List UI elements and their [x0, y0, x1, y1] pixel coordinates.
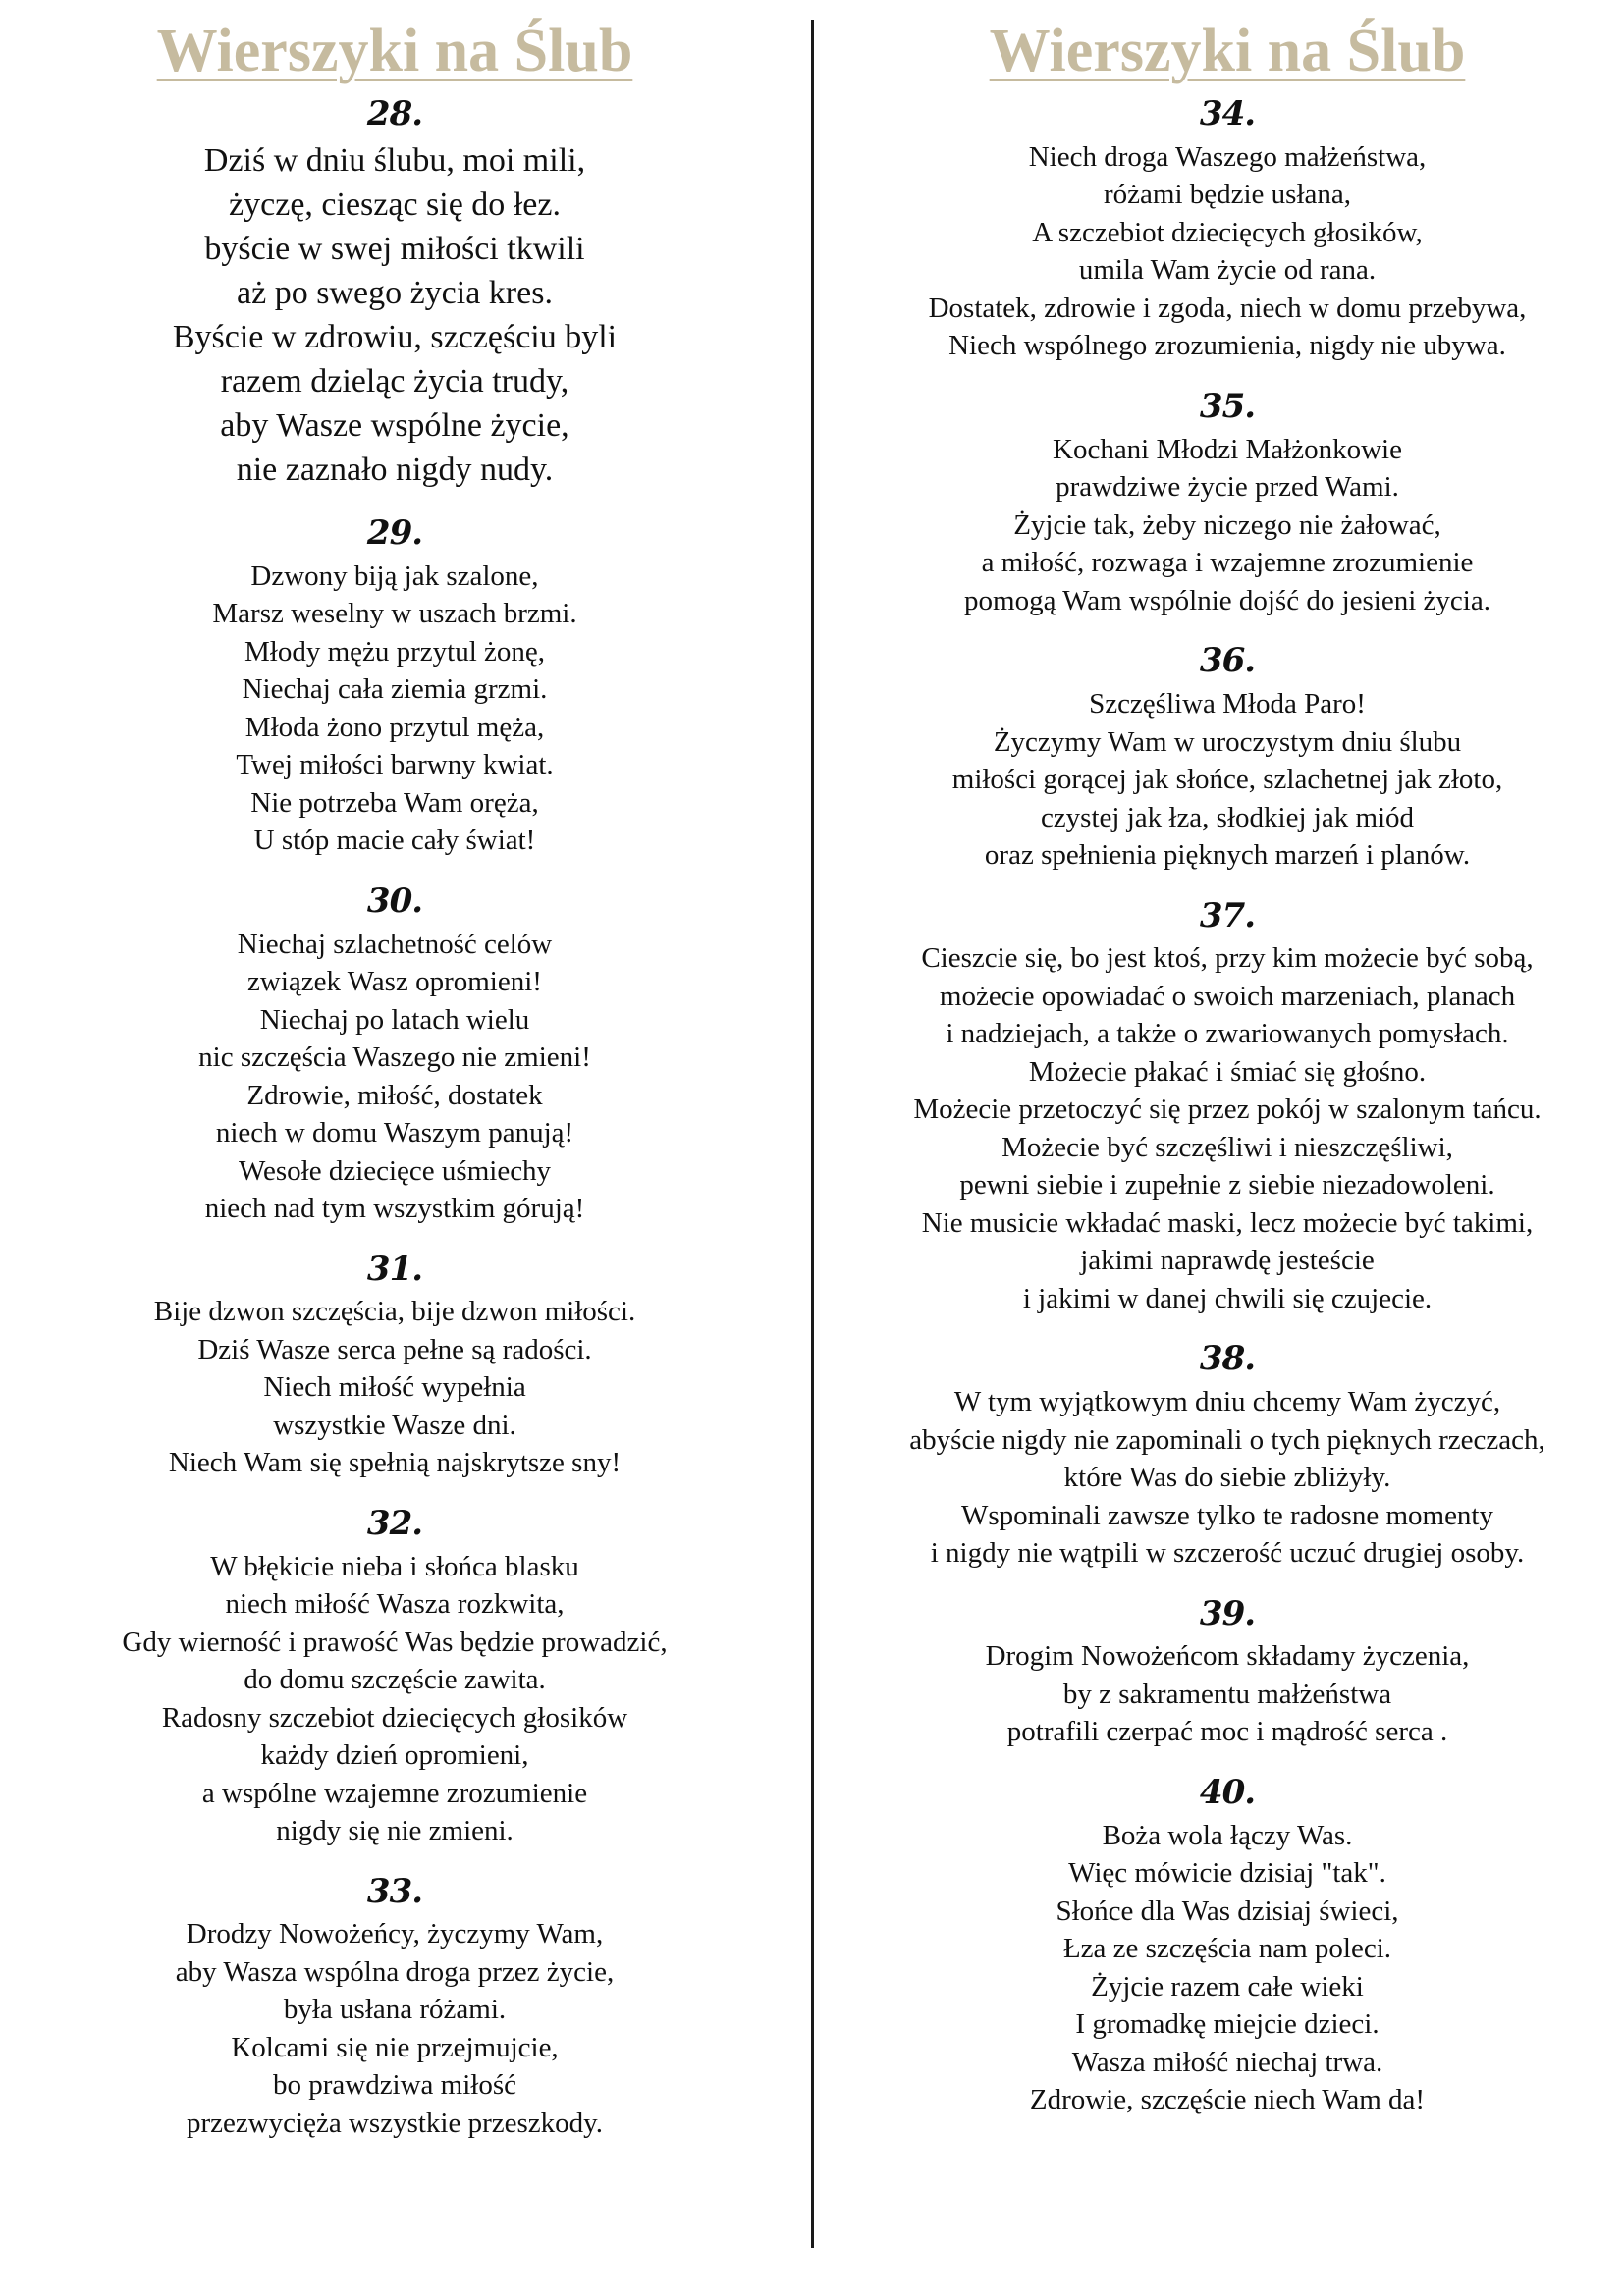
poem-number: 30.	[366, 881, 423, 921]
poem-line: Marsz weselny w uszach brzmi.	[212, 598, 577, 630]
poem-line: A szczebiot dziecięcych głosików,	[1032, 216, 1423, 248]
poem-line: abyście nigdy nie zapominali o tych pięknych rzeczach,	[909, 1423, 1545, 1456]
poem-number: 40.	[1199, 1772, 1256, 1812]
column-divider	[811, 20, 814, 2248]
poem-line: różami będzie usłana,	[1103, 179, 1352, 211]
poem-line: Szczęśliwa Młoda Paro!	[1089, 688, 1366, 721]
poem-left-1	[61, 513, 729, 860]
poem-line: Możecie przetoczyć się przez pokój w szalonym tańcu.	[913, 1094, 1542, 1126]
poem-line: Drodzy Nowożeńcy, życzymy Wam,	[186, 1918, 604, 1950]
poem-number: 37.	[1199, 895, 1256, 935]
poem-line: I gromadkę miejcie dzieci.	[1075, 2008, 1380, 2041]
poem-line: wszystkie Wasze dni.	[273, 1409, 516, 1441]
poem-line: Wasza miłość niechaj trwa.	[1071, 2046, 1383, 2078]
poem-line: niech w domu Waszym panują!	[215, 1117, 574, 1149]
left-title: Wierszyki na Ślub	[156, 18, 633, 84]
left-column	[61, 18, 729, 2163]
poem-line: Wspominali zawsze tylko te radosne momenty	[961, 1499, 1493, 1531]
poem-line: pewni siebie i zupełnie z siebie niezadowoleni.	[959, 1169, 1495, 1201]
poem-right-6	[864, 1773, 1591, 2119]
poem-line: potrafili czerpać moc i mądrość serca .	[1006, 1716, 1448, 1748]
poem-right-2	[864, 641, 1591, 874]
poem-line: U stóp macie cały świat!	[253, 825, 536, 857]
poem-number: 39.	[1199, 1593, 1256, 1633]
poem-line: przezwycięża wszystkie przeszkody.	[186, 2107, 604, 2139]
poem-line: a miłość, rozwaga i wzajemne zrozumienie	[981, 547, 1474, 579]
poem-line: Niechaj szlachetność celów	[237, 928, 553, 960]
left-poems	[61, 94, 729, 2142]
poem-line: Młody mężu przytul żonę,	[244, 635, 546, 667]
poem-line: Nie potrzeba Wam oręża,	[250, 786, 539, 819]
poem-line: do domu szczęście zawita.	[244, 1664, 546, 1696]
poem-number: 38.	[1199, 1339, 1256, 1379]
poem-line: Łza ze szczęścia nam poleci.	[1062, 1933, 1392, 1965]
poem-left-0	[61, 94, 729, 492]
poem-line: niech nad tym wszystkim górują!	[204, 1193, 585, 1225]
poem-line: Młoda żono przytul męża,	[244, 711, 545, 743]
poem-number: 33.	[366, 1871, 423, 1911]
poem-line: Twej miłości barwny kwiat.	[236, 749, 554, 781]
poem-left-4	[61, 1504, 729, 1850]
poem-number: 31.	[366, 1249, 423, 1289]
poem-line: aby Wasza wspólna droga przez życie,	[175, 1955, 615, 1988]
poem-line: oraz spełnienia pięknych marzeń i planów.	[984, 839, 1471, 872]
poem-line: i nadziejach, a także o zwariowanych pomysłach.	[946, 1018, 1509, 1050]
poem-line: Wesołe dziecięce uśmiechy	[238, 1154, 552, 1187]
poem-line: Drogim Nowożeńcom składamy życzenia,	[985, 1640, 1470, 1673]
right-poems	[864, 94, 1591, 2119]
poem-line: razem dzieląc życia trudy,	[220, 362, 569, 400]
poem-line: związek Wasz opromieni!	[247, 966, 542, 998]
poem-line: jakimi naprawdę jesteście	[1080, 1245, 1375, 1277]
poem-right-3	[864, 896, 1591, 1318]
poem-line: Żyjcie razem całe wieki	[1091, 1970, 1364, 2002]
poem-line: Życzymy Wam w uroczystym dniu ślubu	[993, 725, 1462, 758]
poem-line: Dziś w dniu ślubu, moi mili,	[203, 141, 586, 179]
poem-line: by z sakramentu małżeństwa	[1062, 1678, 1392, 1710]
poem-line: Bije dzwon szczęścia, bije dzwon miłości.	[153, 1296, 636, 1328]
poem-number: 28.	[366, 94, 423, 134]
poem-line: każdy dzień opromieni,	[260, 1739, 529, 1772]
poem-line: a wspólne wzajemne zrozumienie	[201, 1777, 588, 1809]
poem-line: pomogą Wam wspólnie dojść do jesieni życia.	[964, 584, 1490, 616]
poem-right-0	[864, 94, 1591, 365]
poem-line: życzę, ciesząc się do łez.	[229, 186, 561, 223]
poem-line: miłości gorącej jak słońce, szlachetnej jak złoto,	[951, 764, 1503, 796]
poem-line: W tym wyjątkowym dniu chcemy Wam życzyć,	[953, 1386, 1501, 1418]
poem-line: Dziś Wasze serca pełne są radości.	[197, 1333, 592, 1365]
poem-line: niech miłość Wasza rozkwita,	[225, 1588, 565, 1621]
right-title: Wierszyki na Ślub	[989, 18, 1466, 84]
poem-line: Niech wspólnego zrozumienia, nigdy nie ubywa.	[948, 330, 1506, 362]
poem-line: Cieszcie się, bo jest ktoś, przy kim możecie być sobą,	[921, 942, 1534, 975]
poem-line: i jakimi w danej chwili się czujecie.	[1022, 1282, 1433, 1314]
poem-number: 34.	[1199, 94, 1256, 134]
poem-line: Żyjcie tak, żeby niczego nie żałować,	[1013, 508, 1441, 541]
poem-line: Zdrowie, miłość, dostatek	[246, 1079, 543, 1111]
poem-line: Dzwony biją jak szalone,	[250, 560, 539, 592]
poem-line: Niech Wam się spełnią najskrytsze sny!	[168, 1447, 622, 1479]
poem-right-1	[864, 387, 1591, 619]
poem-line: Boża wola łączy Was.	[1102, 1819, 1353, 1851]
poem-line: możecie opowiadać o swoich marzeniach, planach	[939, 980, 1516, 1012]
right-column	[864, 18, 1591, 2141]
poem-line: Możecie być szczęśliwi i nieszczęśliwi,	[1001, 1131, 1453, 1163]
poem-line: Możecie płakać i śmiać się głośno.	[1028, 1055, 1427, 1088]
poem-number: 29.	[366, 512, 423, 553]
poem-right-5	[864, 1594, 1591, 1751]
poem-left-3	[61, 1250, 729, 1482]
poem-line: Niech droga Waszego małżeństwa,	[1028, 140, 1427, 173]
poem-number: 36.	[1199, 641, 1256, 681]
poem-line: Nie musicie wkładać maski, lecz możecie być takimi,	[921, 1206, 1534, 1239]
poem-line: i nigdy nie wątpili w szczerość uczuć drugiej osoby.	[930, 1537, 1525, 1570]
poem-number: 35.	[1199, 386, 1256, 426]
poem-line: aby Wasze wspólne życie,	[220, 406, 569, 444]
poem-line: Radosny szczebiot dziecięcych głosików	[161, 1701, 628, 1734]
poem-line: które Was do siebie zbliżyły.	[1063, 1462, 1391, 1494]
poem-line: Niechaj cała ziemia grzmi.	[242, 673, 548, 706]
poem-line: W błękicie nieba i słońca blasku	[210, 1550, 579, 1582]
poem-right-4	[864, 1339, 1591, 1572]
poem-line: Kochani Młodzi Małżonkowie	[1053, 433, 1402, 465]
poem-line: Słońce dla Was dzisiaj świeci,	[1056, 1895, 1399, 1927]
poem-line: Dostatek, zdrowie i zgoda, niech w domu przebywa,	[928, 292, 1527, 324]
poem-line: prawdziwe życie przed Wami.	[1056, 471, 1399, 504]
poem-line: Kolcami się nie przejmujcie,	[231, 2031, 559, 2063]
poem-line: była usłana różami.	[283, 1994, 507, 2026]
poem-line: Niechaj po latach wielu	[259, 1003, 530, 1036]
poem-line: byście w swej miłości tkwili	[204, 230, 585, 267]
poem-line: Byście w zdrowiu, szczęściu byli	[172, 318, 618, 355]
poem-line: nie zaznało nigdy nudy.	[236, 451, 554, 488]
poem-line: bo prawdziwa miłość	[272, 2069, 517, 2102]
poem-left-5	[61, 1872, 729, 2143]
poem-line: Gdy wierność i prawość Was będzie prowadzić,	[122, 1626, 668, 1658]
poem-line: Niech miłość wypełnia	[263, 1371, 526, 1404]
poem-line: czystej jak łza, słodkiej jak miód	[1040, 801, 1415, 833]
poem-line: nigdy się nie zmieni.	[276, 1815, 514, 1847]
poem-line: umila Wam życie od rana.	[1078, 254, 1377, 287]
poem-line: nic szczęścia Waszego nie zmieni!	[198, 1041, 591, 1074]
poem-line: Zdrowie, szczęście niech Wam da!	[1029, 2084, 1426, 2116]
poem-left-2	[61, 881, 729, 1228]
poem-number: 32.	[366, 1503, 423, 1543]
poem-line: Więc mówicie dzisiaj "tak".	[1068, 1857, 1386, 1890]
poem-line: aż po swego życia kres.	[237, 274, 553, 311]
